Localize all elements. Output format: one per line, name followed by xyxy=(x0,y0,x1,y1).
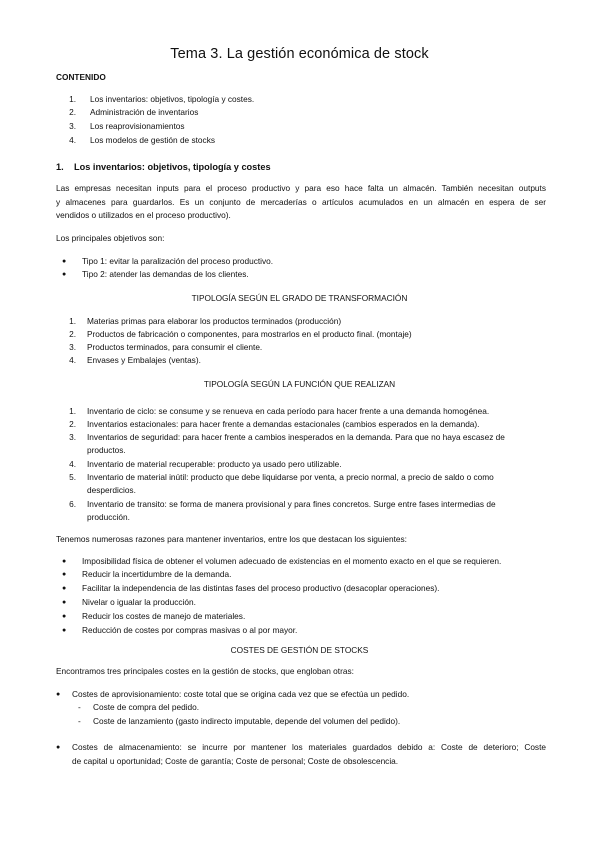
cost-item: Costes de almacenamiento: se incurre por mantener los materiales guardados debido a: Coste de deterioro; Coste xyxy=(72,742,546,752)
contents-num: 1. xyxy=(69,94,76,104)
cost-item-continuation: de capital u oportunidad; Coste de garantía; Coste de personal; Coste de obsolescencia. xyxy=(72,756,399,766)
bullet-icon: ● xyxy=(62,599,67,606)
dash-marker: - xyxy=(78,716,81,726)
list-num: 5. xyxy=(69,472,76,482)
bullet-icon: ● xyxy=(62,571,67,578)
contents-num: 3. xyxy=(69,121,76,131)
list-item: Inventario de material recuperable: producto ya usado pero utilizable. xyxy=(87,459,342,469)
list-item: Inventario de transito: se forma de manera provisional y para fines concretos. Surge entre fases intermedias de xyxy=(87,499,496,509)
list-item: Inventarios estacionales: para hacer frente a demandas estacionales (cambios esperados en la demanda). xyxy=(87,419,480,429)
list-num: 4. xyxy=(69,459,76,469)
list-item: Materias primas para elaborar los productos terminados (producción) xyxy=(87,316,342,326)
paragraph-line: y almacenes para guardarlos. Es un conjunto de mercaderías o artículos acumulados en un almacén en espera de ser xyxy=(56,197,546,207)
cost-subitem: Coste de lanzamiento (gasto indirecto imputable, depende del volumen del pedido). xyxy=(93,716,401,726)
subsection-heading: TIPOLOGÍA SEGÚN LA FUNCIÓN QUE REALIZAN xyxy=(203,379,396,389)
subsection-heading: TIPOLOGÍA SEGÚN EL GRADO DE TRANSFORMACIÓN xyxy=(191,293,408,303)
list-item-continuation: productos. xyxy=(87,445,126,455)
list-num: 4. xyxy=(69,355,76,365)
contents-item: Los reaprovisionamientos xyxy=(90,121,185,131)
bullet-icon: ● xyxy=(62,627,67,634)
page-title: Tema 3. La gestión económica de stock xyxy=(170,46,429,62)
contents-num: 4. xyxy=(69,135,76,145)
section-number: 1. xyxy=(56,162,64,172)
costs-intro: Encontramos tres principales costes en la gestión de stocks, que engloban otras: xyxy=(56,666,354,676)
contents-num: 2. xyxy=(69,107,76,117)
bullet-icon: ● xyxy=(62,558,67,565)
dash-marker: - xyxy=(78,702,81,712)
objective-item: Tipo 2: atender las demandas de los clientes. xyxy=(82,269,249,279)
list-num: 1. xyxy=(69,316,76,326)
reason-item: Nivelar o igualar la producción. xyxy=(82,597,196,607)
bullet-icon: ● xyxy=(56,691,61,698)
cost-item: Costes de aprovisionamiento: coste total que se origina cada vez que se efectúa un pedido. xyxy=(72,689,410,699)
paragraph-line: Las empresas necesitan inputs para el proceso productivo y para eso hace falta un almacén. También necesitan outputs xyxy=(56,183,546,193)
reason-item: Reducir los costes de manejo de materiales. xyxy=(82,611,246,621)
reason-item: Reducir la incertidumbre de la demanda. xyxy=(82,569,232,579)
list-item-continuation: desperdicios. xyxy=(87,485,136,495)
contents-heading: CONTENIDO xyxy=(56,72,106,82)
cost-subitem: Coste de compra del pedido. xyxy=(93,702,200,712)
objectives-intro: Los principales objetivos son: xyxy=(56,233,165,243)
reason-item: Facilitar la independencia de las distintas fases del proceso productivo (desacoplar operaciones). xyxy=(82,583,440,593)
section-heading: Los inventarios: objetivos, tipología y costes xyxy=(74,162,271,172)
reason-item: Imposibilidad física de obtener el volumen adecuado de existencias en el momento exacto en el que se requieren. xyxy=(82,556,502,566)
contents-item: Los inventarios: objetivos, tipología y costes. xyxy=(90,94,255,104)
list-num: 2. xyxy=(69,419,76,429)
contents-item: Administración de inventarios xyxy=(90,107,199,117)
list-num: 3. xyxy=(69,432,76,442)
reasons-intro: Tenemos numerosas razones para mantener inventarios, entre los que destacan los siguientes: xyxy=(56,534,407,544)
bullet-icon: ● xyxy=(62,585,67,592)
list-num: 2. xyxy=(69,329,76,339)
list-item: Inventario de material inútil: producto que debe liquidarse por venta, a precio normal, a precio de saldo o como xyxy=(87,472,494,482)
list-item: Inventarios de seguridad: para hacer frente a cambios inesperados en la demanda. Para que no haya escasez de xyxy=(87,432,505,442)
list-num: 6. xyxy=(69,499,76,509)
list-item: Envases y Embalajes (ventas). xyxy=(87,355,201,365)
bullet-icon: ● xyxy=(62,258,67,265)
bullet-icon: ● xyxy=(62,613,67,620)
list-num: 3. xyxy=(69,342,76,352)
list-item-continuation: producción. xyxy=(87,512,130,522)
bullet-icon: ● xyxy=(62,271,67,278)
list-item: Productos de fabricación o componentes, para mostrarlos en el producto final. (montaje) xyxy=(87,329,412,339)
contents-item: Los modelos de gestión de stocks xyxy=(90,135,215,145)
subsection-heading: COSTES DE GESTIÓN DE STOCKS xyxy=(230,645,369,655)
paragraph-line: vendidos o utilizados en el proceso productivo). xyxy=(56,210,231,220)
objective-item: Tipo 1: evitar la paralización del proceso productivo. xyxy=(82,256,274,266)
list-num: 1. xyxy=(69,406,76,416)
list-item: Productos terminados, para consumir el cliente. xyxy=(87,342,263,352)
reason-item: Reducción de costes por compras masivas o al por mayor. xyxy=(82,625,298,635)
bullet-icon: ● xyxy=(56,744,61,751)
list-item: Inventario de ciclo: se consume y se renueva en cada período para hacer frente a una demanda homogénea. xyxy=(87,406,490,416)
